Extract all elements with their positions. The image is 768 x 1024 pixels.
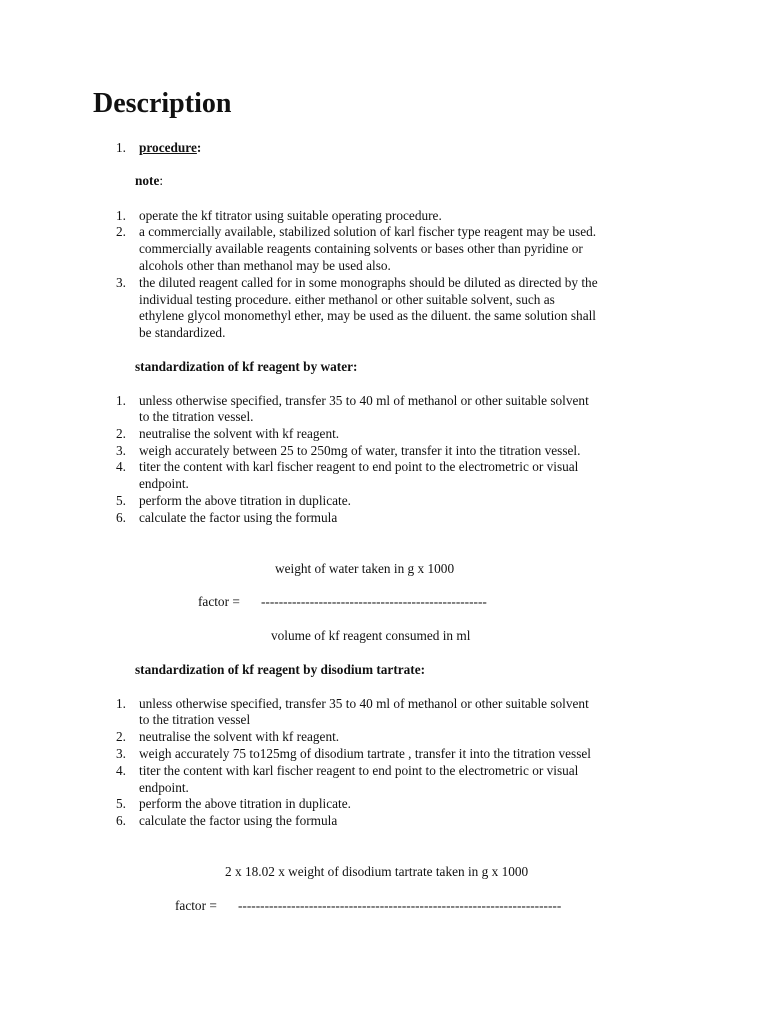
list-item-line: titer the content with karl fischer reagent to end point to the electrometric or visual <box>139 459 579 474</box>
list-item-line: to the titration vessel. <box>139 409 254 424</box>
list-item-line: alcohols other than methanol may be used also. <box>139 258 391 273</box>
list-item-line: ethylene glycol monomethyl ether, may be used as the diluent. the same solution shall <box>139 308 596 323</box>
list-item-line: a commercially available, stabilized solution of karl fischer type reagent may be used. <box>139 224 597 239</box>
list-item-number: 5. <box>116 493 126 508</box>
section-heading <box>139 139 201 156</box>
list-item-number: 2. <box>116 729 126 744</box>
water-standardization-heading: standardization of kf reagent by water: <box>135 359 358 374</box>
list-item-number: 5. <box>116 796 126 811</box>
formula-fraction-bar: ------------------------------------------------------------------------- <box>238 898 562 913</box>
list-item-line: perform the above titration in duplicate. <box>139 796 351 811</box>
list-item-line: the diluted reagent called for in some monographs should be diluted as directed by the <box>139 275 598 290</box>
list-item-number: 1. <box>116 208 126 223</box>
list-item-line: calculate the factor using the formula <box>139 510 338 525</box>
list-item-number: 2. <box>116 426 126 441</box>
list-item-number: 3. <box>116 746 126 761</box>
formula-denominator: volume of kf reagent consumed in ml <box>271 628 471 643</box>
section-number: 1. <box>116 140 126 155</box>
note-label <box>135 172 163 189</box>
list-item-number: 6. <box>116 813 126 828</box>
list-item-number: 2. <box>116 224 126 239</box>
formula-label: factor = <box>198 594 240 609</box>
list-item-number: 3. <box>116 443 126 458</box>
formula-fraction-bar: --------------------------------------------------- <box>261 594 487 609</box>
page-title: Description <box>93 88 232 119</box>
list-item-line: neutralise the solvent with kf reagent. <box>139 426 340 441</box>
list-item-line: weigh accurately 75 to125mg of disodium tartrate , transfer it into the titration vessel <box>139 746 591 761</box>
list-item-line: to the titration vessel <box>139 712 251 727</box>
list-item-line: operate the kf titrator using suitable operating procedure. <box>139 208 442 223</box>
list-item-line: calculate the factor using the formula <box>139 813 338 828</box>
list-item-line: unless otherwise specified, transfer 35 to 40 ml of methanol or other suitable solvent <box>139 696 589 711</box>
list-item-line: unless otherwise specified, transfer 35 to 40 ml of methanol or other suitable solvent <box>139 393 589 408</box>
list-item-number: 1. <box>116 393 126 408</box>
list-item-line: individual testing procedure. either methanol or other suitable solvent, such as <box>139 292 555 307</box>
section-heading-label: procedure <box>139 140 197 155</box>
list-item-number: 4. <box>116 459 126 474</box>
section-heading-colon: : <box>196 140 202 155</box>
list-item-number: 3. <box>116 275 126 290</box>
list-item-line: neutralise the solvent with kf reagent. <box>139 729 340 744</box>
formula-label: factor = <box>175 898 217 913</box>
list-item-line: commercially available reagents containing solvents or bases other than pyridine or <box>139 241 583 256</box>
tartrate-standardization-heading: standardization of kf reagent by disodium tartrate: <box>135 662 426 677</box>
list-item-line: endpoint. <box>139 476 189 491</box>
formula-numerator: 2 x 18.02 x weight of disodium tartrate taken in g x 1000 <box>225 864 529 879</box>
list-item-line: perform the above titration in duplicate. <box>139 493 351 508</box>
list-item-line: endpoint. <box>139 780 189 795</box>
list-item-number: 1. <box>116 696 126 711</box>
note-label-colon: : <box>159 173 164 188</box>
note-label-text: note <box>135 173 160 188</box>
list-item-number: 6. <box>116 510 126 525</box>
list-item-number: 4. <box>116 763 126 778</box>
formula-numerator: weight of water taken in g x 1000 <box>275 561 455 576</box>
list-item-line: be standardized. <box>139 325 226 340</box>
list-item-line: weigh accurately between 25 to 250mg of water, transfer it into the titration vessel. <box>139 443 581 458</box>
list-item-line: titer the content with karl fischer reagent to end point to the electrometric or visual <box>139 763 579 778</box>
